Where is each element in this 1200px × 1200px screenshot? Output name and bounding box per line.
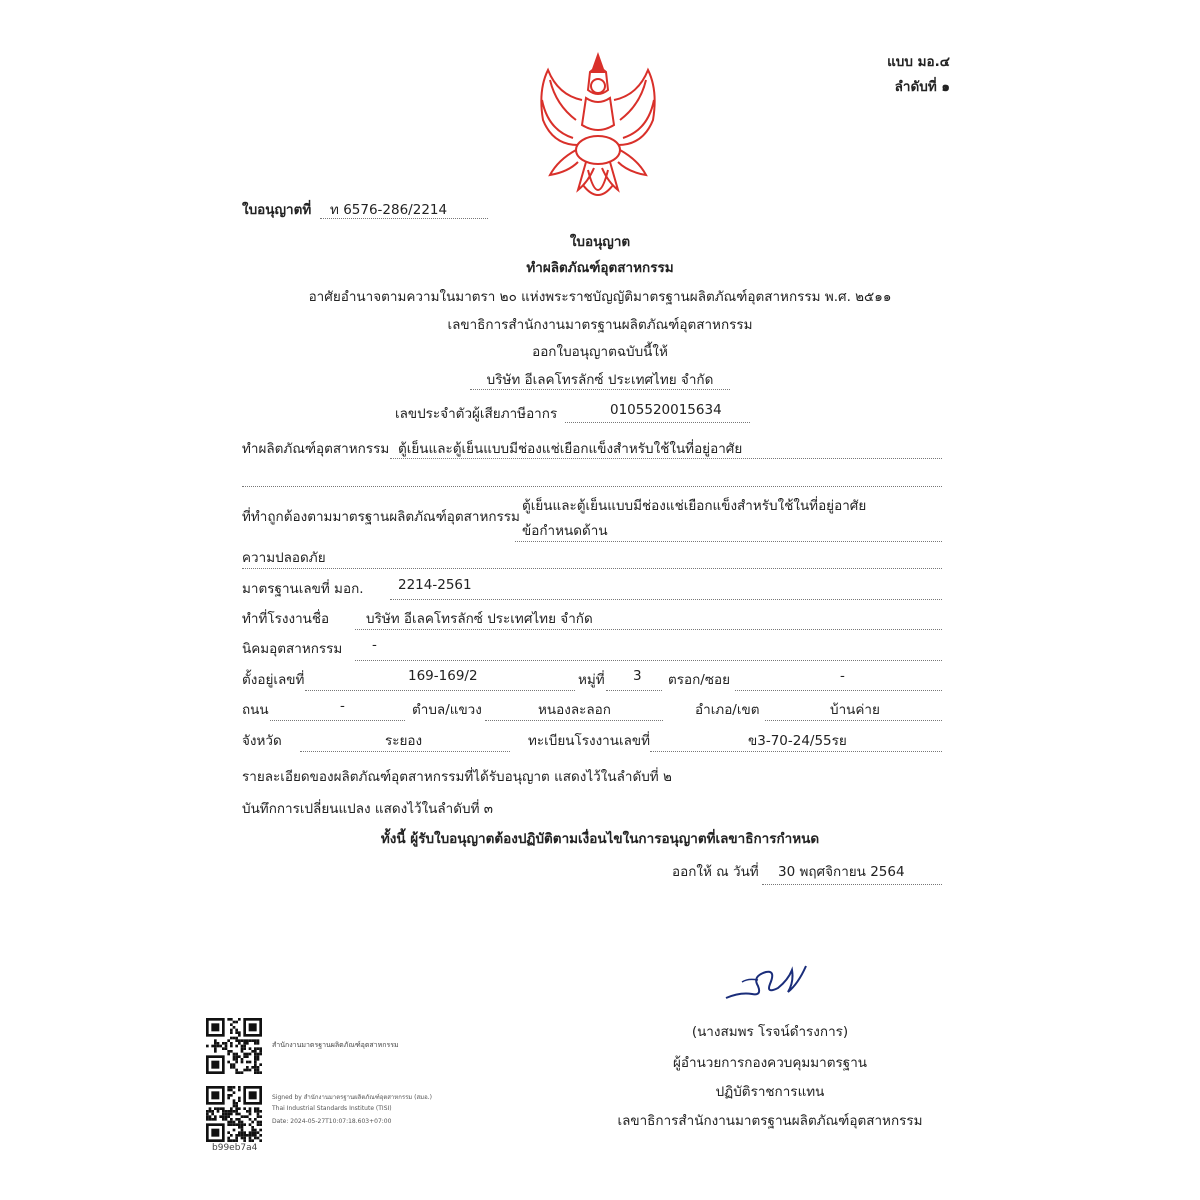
product-value: ตู้เย็นและตู้เย็นแบบมีช่องแช่เยือกแข็งสำหรับใช้ในที่อยู่อาศัย xyxy=(398,441,743,457)
province-line xyxy=(300,751,510,752)
soi-label: ตรอก/ซอย xyxy=(668,672,731,688)
standard-value-line-2: ข้อกำหนดด้าน xyxy=(522,523,608,539)
footer-office: สำนักงานมาตรฐานผลิตภัณฑ์อุตสาหกรรม xyxy=(272,1041,399,1049)
title-line-1: ใบอนุญาต xyxy=(569,234,631,250)
moo-value: 3 xyxy=(633,668,642,684)
standard-label: ที่ทำถูกต้องตามมาตรฐานผลิตภัณฑ์อุตสาหกรรม xyxy=(242,509,520,525)
estate-value: - xyxy=(372,637,377,653)
authority-text: อาศัยอำนาจตามความในมาตรา ๒๐ แห่งพระราชบัญญัติมาตรฐานผลิตภัณฑ์อุตสาหกรรม พ.ศ. ๒๕๑๑ xyxy=(308,289,892,305)
standard-number-value: 2214-2561 xyxy=(398,577,472,593)
qr-code-icon xyxy=(206,1086,262,1142)
subdistrict-label: ตำบล/แขวง xyxy=(412,702,482,718)
signatory-title-1: ผู้อำนวยการกองควบคุมมาตรฐาน xyxy=(672,1055,868,1071)
garuda-emblem-icon xyxy=(528,50,668,210)
issue-to-text: ออกใบอนุญาตฉบับนี้ให้ xyxy=(532,344,668,360)
taxpayer-value: 0105520015634 xyxy=(610,402,722,418)
estate-line xyxy=(355,660,942,661)
issue-date-value: 30 พฤศจิกายน 2564 xyxy=(778,864,905,880)
province-label: จังหวัด xyxy=(242,733,282,749)
estate-label: นิคมอุตสาหกรรม xyxy=(242,641,343,657)
province-value: ระยอง xyxy=(385,733,423,749)
footer-date: Date: 2024-05-27T10:07:18.603+07:00 xyxy=(272,1118,392,1125)
road-line xyxy=(270,720,405,721)
standard-number-line xyxy=(390,599,942,600)
moo-label: หมู่ที่ xyxy=(578,672,605,688)
changes-note: บันทึกการเปลี่ยนแปลง แสดงไว้ในลำดับที่ ๓ xyxy=(242,801,493,817)
standard-line-2 xyxy=(242,568,942,569)
qr-code-icon xyxy=(206,1018,262,1074)
form-type: แบบ มอ.๔ xyxy=(887,54,950,70)
issue-date-label: ออกให้ ณ วันที่ xyxy=(672,864,759,880)
product-label: ทำผลิตภัณฑ์อุตสาหกรรม xyxy=(242,441,390,457)
signatory-title-2: ปฏิบัติราชการแทน xyxy=(715,1084,825,1100)
product-line-2 xyxy=(242,486,942,487)
district-value: บ้านค่าย xyxy=(830,702,880,718)
road-value: - xyxy=(340,698,345,714)
address-label: ตั้งอยู่เลขที่ xyxy=(242,672,305,688)
soi-line xyxy=(735,690,942,691)
factory-reg-line xyxy=(650,751,942,752)
subdistrict-line xyxy=(485,720,663,721)
footer-code: b99eb7a4 xyxy=(212,1143,258,1153)
footer-org-en: Thai Industrial Standards Institute (TISI) xyxy=(272,1105,392,1112)
factory-reg-value: ข3-70-24/55รย xyxy=(748,733,847,749)
road-label: ถนน xyxy=(242,702,269,718)
standard-line-1 xyxy=(515,541,942,542)
standard-value-line-3: ความปลอดภัย xyxy=(242,550,326,566)
factory-reg-label: ทะเบียนโรงงานเลขที่ xyxy=(528,733,650,749)
soi-value: - xyxy=(840,668,845,684)
company-name: บริษัท อีเลคโทรลักซ์ ประเทศไทย จำกัด xyxy=(486,372,714,388)
address-line xyxy=(305,690,575,691)
standard-value-line-1: ตู้เย็นและตู้เย็นแบบมีช่องแช่เยือกแข็งสำหรับใช้ในที่อยู่อาศัย xyxy=(522,498,867,514)
footer-signed-by: Signed by สำนักงานมาตรฐานผลิตภัณฑ์อุตสาหกรรม (สมอ.) xyxy=(272,1094,432,1101)
signatory-title-3: เลขาธิการสำนักงานมาตรฐานผลิตภัณฑ์อุตสาหกรรม xyxy=(617,1113,923,1129)
address-value: 169-169/2 xyxy=(408,668,478,684)
details-note: รายละเอียดของผลิตภัณฑ์อุตสาหกรรมที่ได้รับอนุญาต แสดงไว้ในลำดับที่ ๒ xyxy=(242,769,672,785)
taxpayer-line xyxy=(565,422,750,423)
district-line xyxy=(765,720,942,721)
moo-line xyxy=(606,690,662,691)
factory-name-line xyxy=(355,629,942,630)
title-line-2: ทำผลิตภัณฑ์อุตสาหกรรม xyxy=(526,260,674,276)
issue-date-line xyxy=(762,884,942,885)
order-number: ลำดับที่ ๑ xyxy=(894,79,950,95)
standard-number-label: มาตรฐานเลขที่ มอก. xyxy=(242,581,364,597)
product-line-1 xyxy=(390,458,942,459)
taxpayer-label: เลขประจำตัวผู้เสียภาษีอากร xyxy=(395,406,558,422)
factory-name-value: บริษัท อีเลคโทรลักซ์ ประเทศไทย จำกัด xyxy=(366,611,593,627)
issuer-text: เลขาธิการสำนักงานมาตรฐานผลิตภัณฑ์อุตสาหกรรม xyxy=(447,317,753,333)
license-number-line xyxy=(320,218,488,219)
signatory-name: (นางสมพร โรจน์ดำรงการ) xyxy=(691,1024,849,1040)
factory-name-label: ทำที่โรงงานชื่อ xyxy=(242,611,330,627)
district-label: อำเภอ/เขต xyxy=(695,702,760,718)
signature-icon xyxy=(718,958,813,1006)
license-number-label: ใบอนุญาตที่ xyxy=(242,202,312,218)
company-line xyxy=(470,389,730,390)
condition-note: ทั้งนี้ ผู้รับใบอนุญาตต้องปฏิบัติตามเงื่อนไขในการอนุญาตที่เลขาธิการกำหนด xyxy=(380,831,820,847)
subdistrict-value: หนองละลอก xyxy=(538,702,611,718)
license-number-value: ท 6576-286/2214 xyxy=(330,202,448,218)
